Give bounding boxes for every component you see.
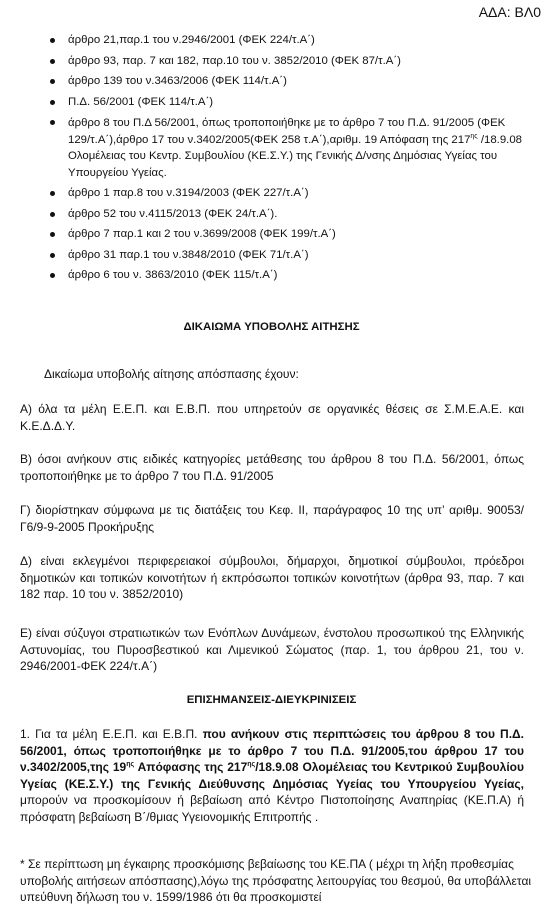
list-item: άρθρο 31 παρ.1 του ν.3848/2010 (ΦΕΚ 71/τ.Α΄) (50, 248, 528, 264)
bullet-icon (50, 253, 55, 258)
eligibility-item-b: Β) όσοι ανήκουν στις ειδικές κατηγορίες μετάθεσης του άρθρου 8 του Π.Δ. 56/2001, όπως τροποποιήθηκε με το άρθρο 7 του Π.Δ. 91/2005 (20, 452, 524, 483)
section-title-notes: ΕΠΙΣΗΜΑΝΣΕΙΣ-ΔΙΕΥΚΡΙΝΙΣΕΙΣ (186, 694, 357, 706)
bullet-icon (50, 59, 55, 64)
bullet-icon (50, 273, 55, 278)
eligibility-item-e: Ε) είναι σύζυγοι στρατιωτικών των Ενόπλων Δυνάμεων, ένστολου προσωπικού της Ελληνικής Αστυνομίας, του Πυροσβεστικού και Λιμενικού Σώματος (παρ. 1, του άρθρου 21, του ν. 2946/2001-ΦΕΚ 224/τ.Α΄) (20, 626, 524, 673)
bullet-icon (50, 191, 55, 196)
list-item: άρθρο 139 του ν.3463/2006 (ΦΕΚ 114/τ.Α΄) (50, 74, 528, 90)
list-item: άρθρο 7 παρ.1 και 2 του ν.3699/2008 (ΦΕΚ 199/τ.Α΄) (50, 227, 528, 243)
list-item: άρθρο 8 του Π.Δ 56/2001, όπως τροποποιήθηκε με το άρθρο 7 του Π.Δ. 91/2005 (ΦΕΚ 129/τ.Α΄),άρθρο 17 του ν.3402/2005(ΦΕΚ 258 τ.Α΄),αριθμ. 19 Απόφαση της $217^{\eta\varsigma}$ /18.9.08 Ολομέλειας του Κεντρ. Συμβουλίου (ΚΕ.Σ.Υ.) της Γενικής Δ/νσης Δημόσιας Υγείας του Υπουργείου Υγείας. (50, 115, 528, 181)
eligibility-item-c: Γ) διορίστηκαν σύμφωνα με τις διατάξεις του Κεφ. ΙΙ, παράγραφος 10 της υπ’ αριθμ. 90053/Γ6/9-9-2005 Προκήρυξης (20, 503, 524, 534)
bullet-icon (50, 232, 55, 237)
clarification-paragraph-1: 1. Για τα μέλη Ε.Ε.Π. και Ε.Β.Π. που ανήκουν στις περιπτώσεις του άρθρου 8 του Π.Δ. 56/2001, όπως τροποποιήθηκε με το άρθρο 7 του Π.Δ. 91/2005,του άρθρου 17 του ν.3402/2005,της $19^{\eta\varsigma}$ Απόφασης της $217^{\eta\varsigma}/18.9.08$ Ολομέλειας του Κεντρικού Συμβουλίου Υγείας (ΚΕ.Σ.Υ.) της Γενικής Διεύθυνσης Δημόσιας Υγείας του Υπουργείου Υγείας, μπορούν να προσκομίσουν ή βεβαίωση από Κέντρο Πιστοποίησης Αναπηρίας (ΚΕ.Π.Α) ή πρόσφατη βεβαίωση Β΄/θμιας Υγειονομικής Επιτροπής . (20, 727, 525, 824)
bullet-icon (50, 120, 55, 125)
eligibility-item-a: Α) όλα τα μέλη Ε.Ε.Π. και Ε.Β.Π. που υπηρετούν σε οργανικές θέσεις σε Σ.Μ.Ε.Α.Ε. και Κ.Ε.Δ.Δ.Υ. (20, 402, 524, 433)
bullet-icon (50, 38, 55, 43)
list-item: άρθρο 1 παρ.8 του ν.3194/2003 (ΦΕΚ 227/τ.Α΄) (50, 186, 528, 202)
bullet-icon (50, 212, 55, 217)
footnote: * Σε περίπτωση μη έγκαιρης προσκόμισης βεβαίωσης του ΚΕ.ΠΑ ( μέχρι τη λήξη προθεσμίας υποβολής αιτήσεων απόσπασης),λόγω της πρόσφατης λειτουργίας του θεσμού, θα υποβάλλεται υπεύθυνη δήλωση του ν. 1599/1986 ότι θα προσκομιστεί (20, 857, 532, 905)
section-title-right: ΔΙΚΑΙΩΜΑ ΥΠΟΒΟΛΗΣ ΑΙΤΗΣΗΣ (183, 321, 360, 333)
list-item: άρθρο 93, παρ. 7 και 182, παρ.10 του ν. 3852/2010 (ΦΕΚ 87/τ.Α΄) (50, 54, 528, 70)
list-item: άρθρο 6 του ν. 3863/2010 (ΦΕΚ 115/τ.Α΄) (50, 268, 528, 284)
bullet-icon (50, 79, 55, 84)
list-item: άρθρο 52 του ν.4115/2013 (ΦΕΚ 24/τ.Α΄). (50, 207, 528, 223)
legal-basis-list (50, 33, 528, 289)
intro-text: Δικαίωμα υποβολής αίτησης απόσπασης έχουν: (44, 367, 299, 381)
ada-code: ΑΔΑ: ΒΛ0 (478, 4, 541, 20)
list-item: Π.Δ. 56/2001 (ΦΕΚ 114/τ.Α΄) (50, 95, 528, 111)
eligibility-item-d: Δ) είναι εκλεγμένοι περιφερειακοί σύμβουλοι, δήμαρχοι, δημοτικοί σύμβουλοι, πρόεδροι δημοτικών και τοπικών κοινοτήτων ή εκπρόσωποι τοπικών κοινοτήτων (άρθρα 93, παρ. 7 και 182 παρ. 10 του ν. 3852/2010) (20, 554, 524, 601)
bullet-icon (50, 100, 55, 105)
list-item: άρθρο 21,παρ.1 του ν.2946/2001 (ΦΕΚ 224/τ.Α΄) (50, 33, 528, 49)
